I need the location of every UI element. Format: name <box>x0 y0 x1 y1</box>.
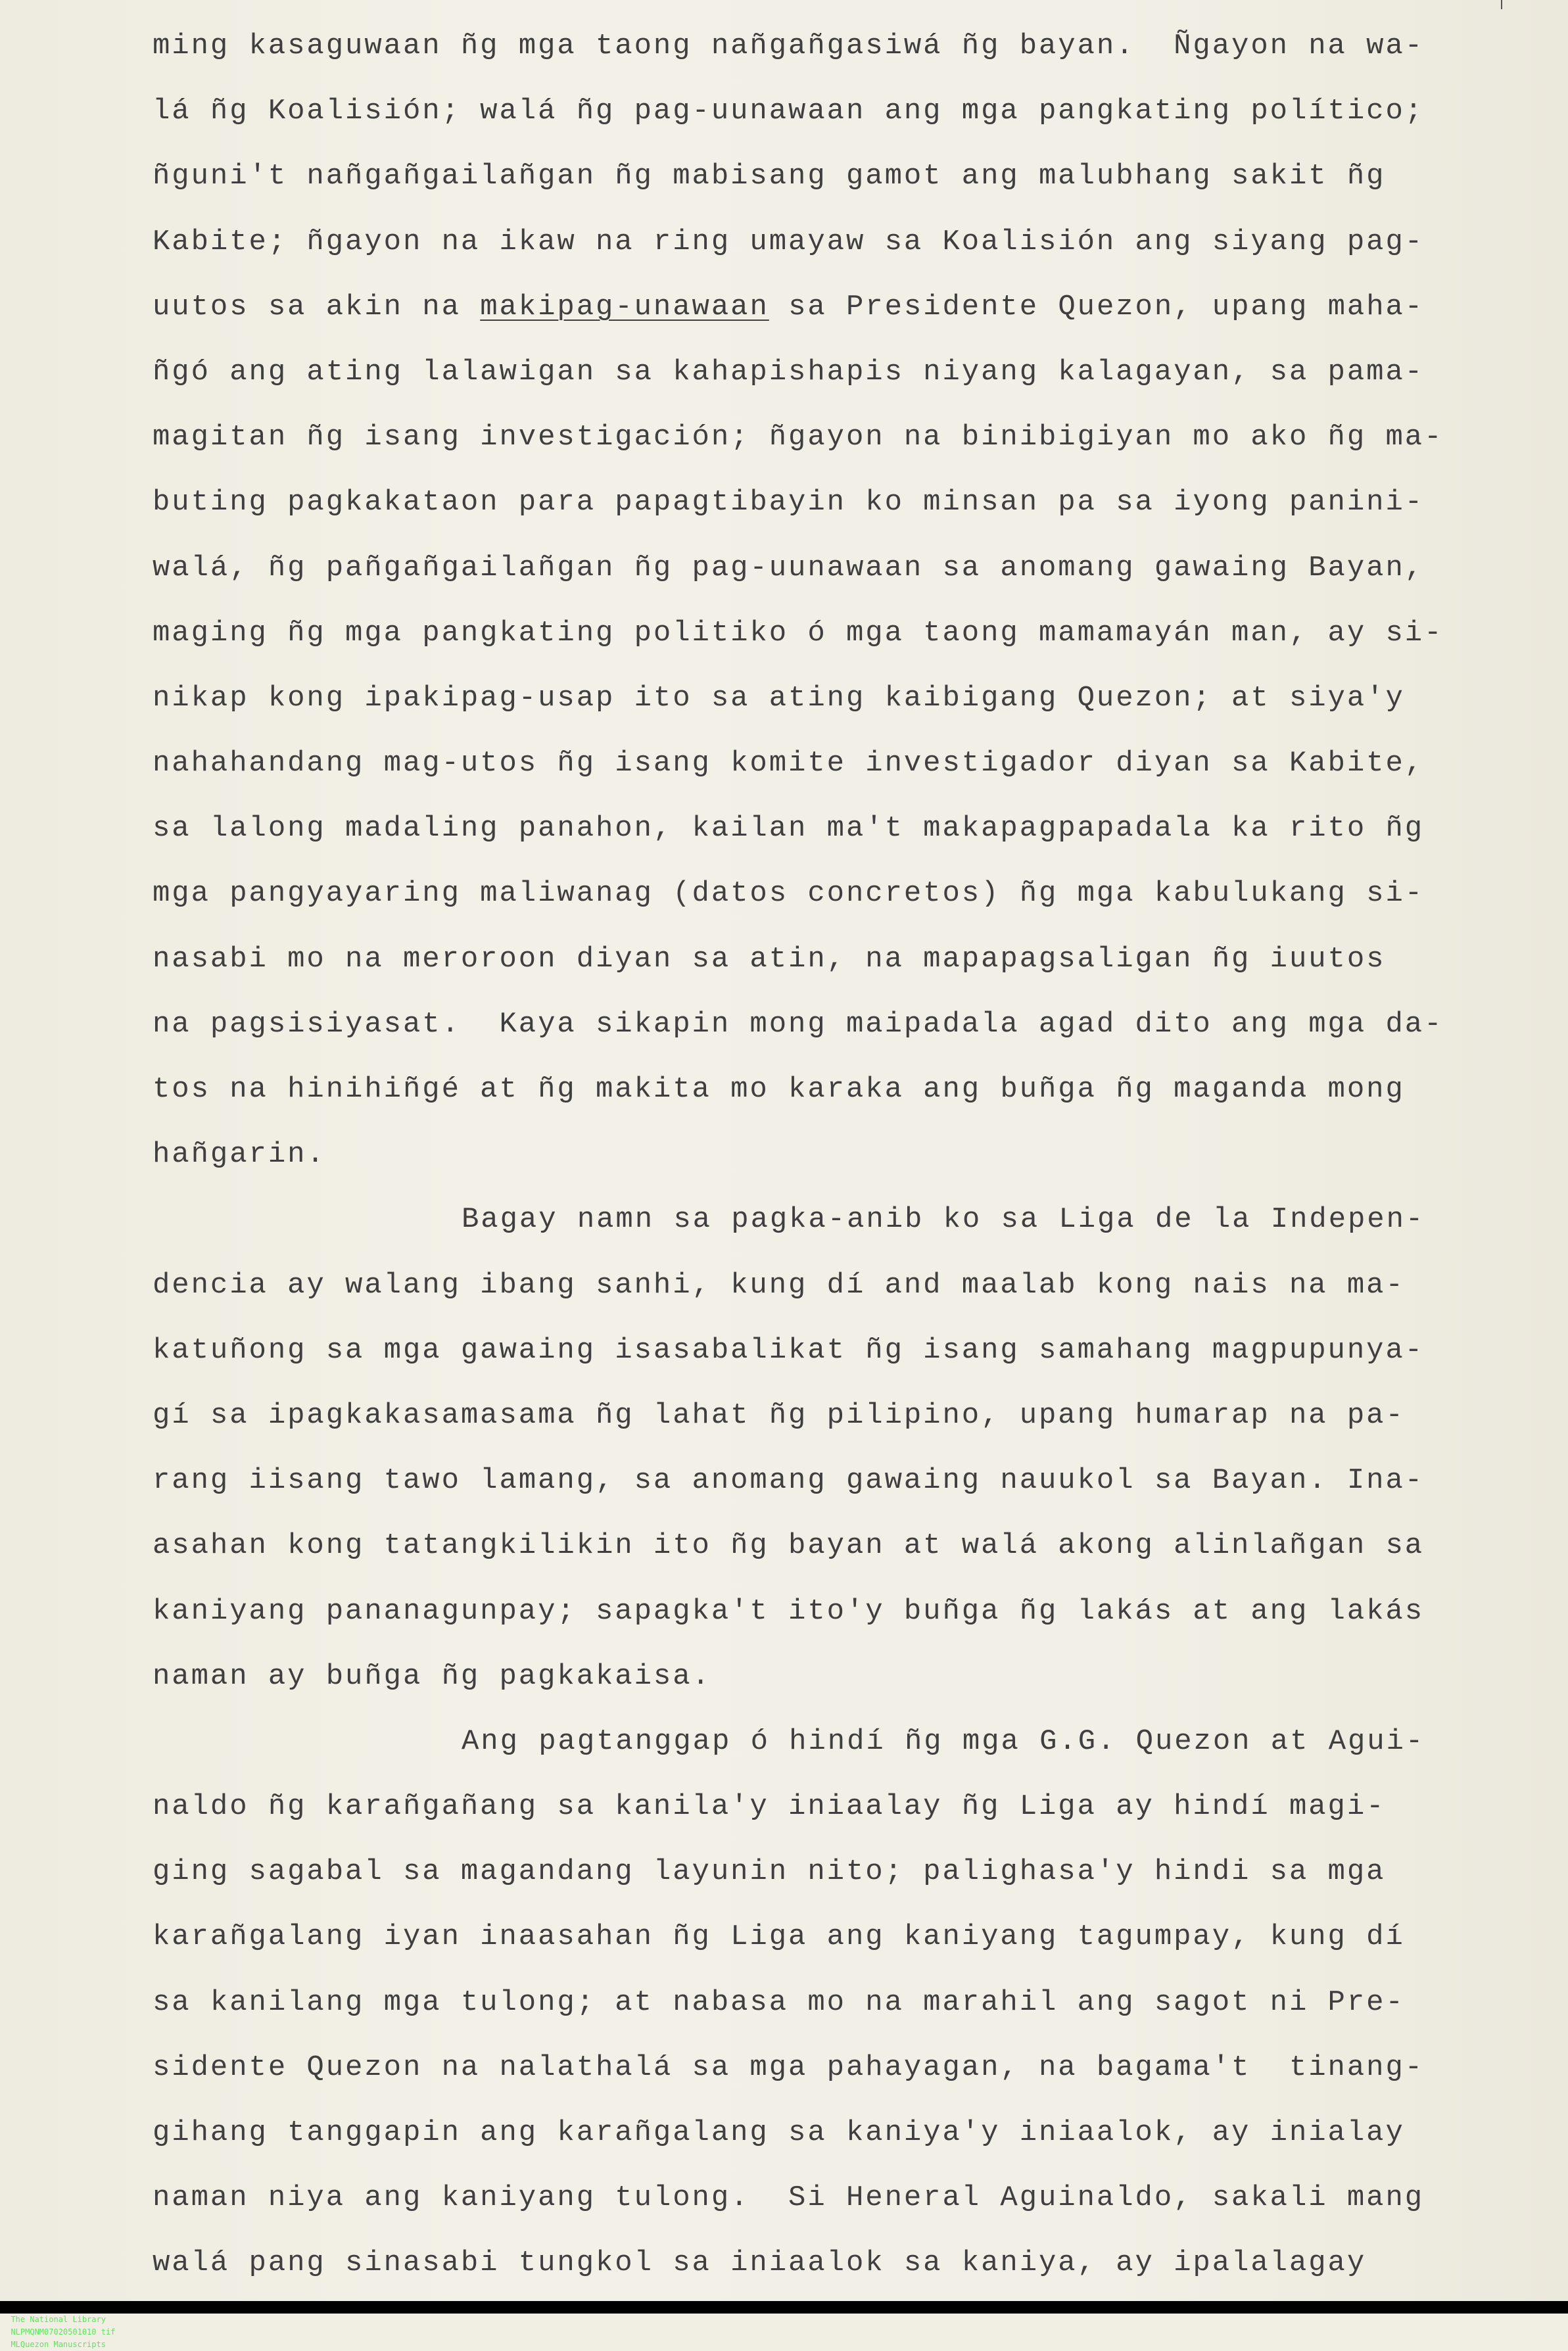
text-segment: uutos sa akin na <box>153 290 481 323</box>
text-line: dencia ay walang ibang sanhi, kung dí and maalab kong nais na ma- <box>153 1268 1405 1302</box>
text-line: lá ñg Koalisión; walá ñg pag-uunawaan ang mga pangkating político; <box>153 95 1425 128</box>
scan-footer-bar <box>0 2301 1568 2349</box>
text-line: naman niya ang kaniyang tulong. Si Heneral Aguinaldo, sakali mang <box>153 2181 1425 2215</box>
text-line: naman ay buñga ñg pagkakaisa. <box>153 1659 711 1693</box>
text-line: asahan kong tatangkilikin ito ñg bayan at walá akong alinlañgan sa <box>153 1529 1425 1563</box>
text-line: gihang tanggapin ang karañgalang sa kaniya'y iniaalok, ay inialay <box>153 2116 1405 2149</box>
footer-collection: MLQuezon Manuscripts <box>11 2340 106 2349</box>
text-line: sa kanilang mga tulong; at nabasa mo na marahil ang sagot ni Pre- <box>153 1985 1405 2019</box>
text-line: nikap kong ipakipag-usap ito sa ating kaibigang Quezon; at siya'y <box>153 681 1405 715</box>
text-line: ging sagabal sa magandang layunin nito; palighasa'y hindi sa mga <box>153 1855 1386 1889</box>
text-line: rang iisang tawo lamang, sa anomang gawaing nauukol sa Bayan. Ina- <box>153 1464 1425 1498</box>
text-line: hañgarin. <box>153 1138 326 1172</box>
text-line: gí sa ipagkakasamasama ñg lahat ñg pilipino, upang humarap na pa- <box>153 1398 1405 1432</box>
text-line: kaniyang pananagunpay; sapagka't ito'y buñga ñg lakás at ang lakás <box>153 1594 1425 1628</box>
text-line: walá pang sinasabi tungkol sa iniaalok sa kaniya, ay ipalalagay <box>153 2246 1367 2280</box>
text-line: magitan ñg isang investigación; ñgayon na binibigiyan mo ako ñg ma- <box>153 421 1444 454</box>
text-line: nasabi mo na meroroon diyan sa atin, na mapapagsaligan ñg iuutos <box>153 942 1386 976</box>
footer-file: NLPMQNM07020501010 tif <box>11 2327 116 2337</box>
text-line: Ang pagtanggap ó hindí ñg mga G.G. Quezon at Agui- <box>462 1724 1425 1758</box>
text-segment: sa Presidente Quezon, upang maha- <box>769 290 1425 323</box>
text-line: karañgalang iyan inaasahan ñg Liga ang kaniyang tagumpay, kung dí <box>153 1920 1405 1954</box>
text-line: na pagsisiyasat. Kaya sikapin mong maipadala agad dito ang mga da- <box>153 1007 1444 1041</box>
text-line: ming kasaguwaan ñg mga taong nañgañgasiwá ñg bayan. Ñgayon na wa- <box>153 30 1425 62</box>
text-line: buting pagkakataon para papagtibayin ko minsan pa sa iyong panini- <box>153 486 1425 519</box>
footer-library: The National Library <box>11 2315 106 2324</box>
text-line: maging ñg mga pangkating politiko ó mga taong mamamayán man, ay si- <box>153 616 1444 650</box>
margin-mark <box>1501 0 1502 9</box>
typewritten-letter <box>153 22 1546 2305</box>
text-line <box>153 283 1546 348</box>
text-line: naldo ñg karañgañang sa kanila'y iniaalay ñg Liga ay hindí magi- <box>153 1790 1386 1824</box>
text-line: tos na hinihiñgé at ñg makita mo karaka ang buñga ñg maganda mong <box>153 1073 1405 1106</box>
underlined-phrase: makipag-unawaan <box>480 290 769 323</box>
text-line: Bagay namn sa pagka-anib ko sa Liga de la Indepen- <box>462 1203 1425 1237</box>
text-line: ñguni't nañgañgailañgan ñg mabisang gamot ang malubhang sakit ñg <box>153 160 1386 193</box>
text-line: katuñong sa mga gawaing isasabalikat ñg isang samahang magpupunya- <box>153 1333 1425 1367</box>
text-line: sidente Quezon na nalathalá sa mga pahayagan, na bagama't tinang- <box>153 2051 1425 2084</box>
text-line: ñgó ang ating lalawigan sa kahapishapis niyang kalagayan, sa pama- <box>153 355 1425 389</box>
text-line: Kabite; ñgayon na ikaw na ring umayaw sa Koalisión ang siyang pag- <box>153 225 1425 258</box>
text-line: sa lalong madaling panahon, kailan ma't makapagpapadala ka rito ñg <box>153 812 1425 845</box>
text-line: mga pangyayaring maliwanag (datos concretos) ñg mga kabulukang si- <box>153 877 1425 911</box>
text-line: walá, ñg pañgañgailañgan ñg pag-uunawaan sa anomang gawaing Bayan, <box>153 551 1425 584</box>
text-line: nahahandang mag-utos ñg isang komite investigador diyan sa Kabite, <box>153 747 1425 780</box>
